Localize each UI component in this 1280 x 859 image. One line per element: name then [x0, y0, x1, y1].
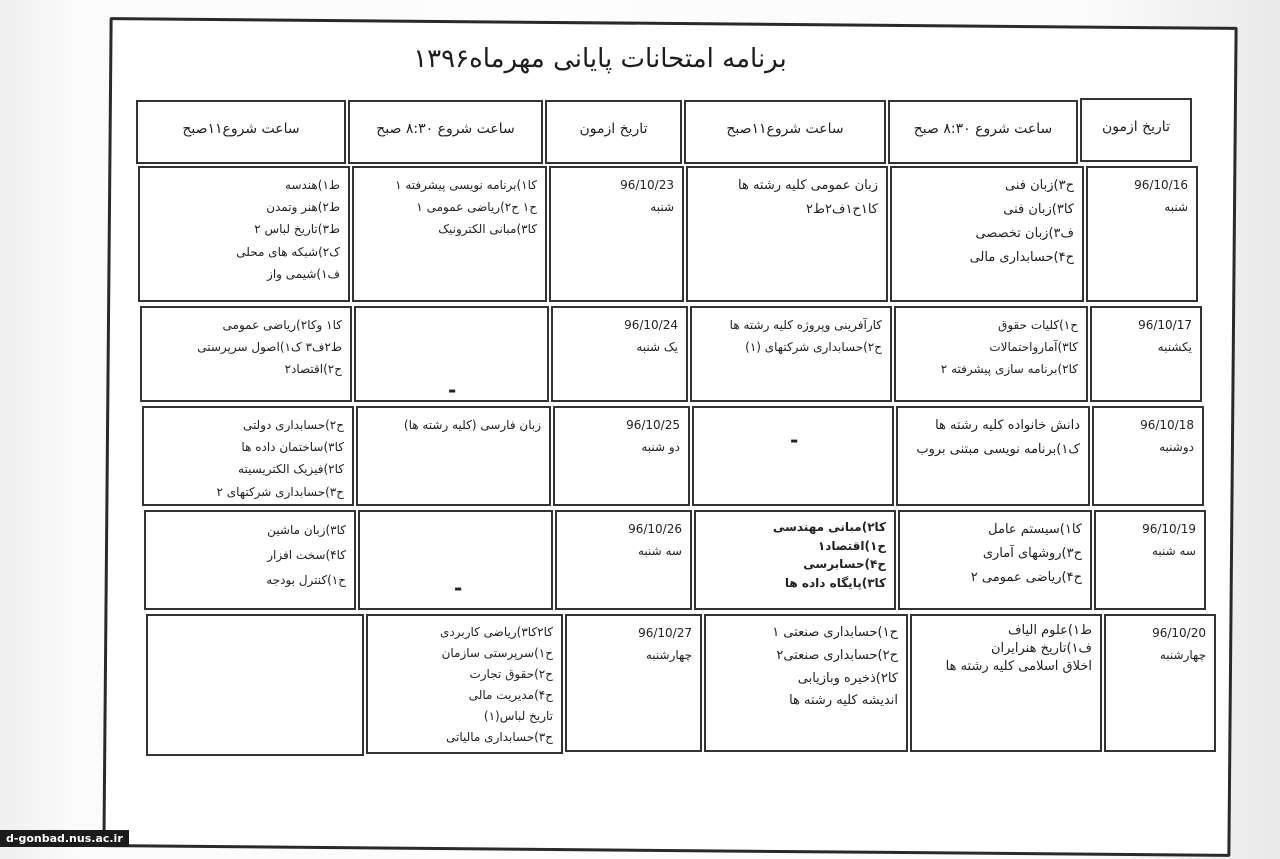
row1-830: ح۳)زبان فنی کا۳)زبان فنی ف۳)زبان تخصصی ح۴)حسابداری مالی: [890, 166, 1084, 302]
row5-date2: 96/10/27 چهارشنبه: [565, 614, 702, 752]
row2-830b: -: [354, 306, 549, 402]
row4-830b: -: [358, 510, 553, 610]
row2-11b: کا۱ وکا۲)ریاضی عمومی ط۲ف۳ ک۱)اصول سرپرستی ح۲)اقتصاد۲: [140, 306, 352, 402]
row4-11b: کا۳)زبان ماشین کا۴)سخت افزار ح۱)کنترل بودجه: [144, 510, 356, 610]
row5-date: 96/10/20 چهارشنبه: [1104, 614, 1216, 752]
header-date-left: تاریخ ازمون: [545, 100, 682, 164]
row3-date2: 96/10/25 دو شنبه: [553, 406, 690, 506]
row4-11: کا۲)مبانی مهندسی ح۱)اقتصاد۱ ح۴)حسابرسی کا۳)پایگاه داده ها: [694, 510, 896, 610]
row1-830b: کا۱)برنامه نویسی پیشرفته ۱ ح۱ ح۲)ریاضی عمومی ۱ کا۳)مبانی الکترونیک: [352, 166, 547, 302]
row1-date: 96/10/16 شنبه: [1086, 166, 1198, 302]
row1-11b: ط۱)هندسه ط۲)هنر وتمدن ط۳)تاریخ لباس ۲ ک۲)شبکه های محلی ف۱)شیمی واز: [138, 166, 350, 302]
row3-830b: زبان فارسی (کلیه رشته ها): [356, 406, 551, 506]
header-date-right: تاریخ ازمون: [1080, 98, 1192, 162]
header-830-right: ساعت شروع ۸:۳۰ صبح: [888, 100, 1078, 164]
row4-date: 96/10/19 سه شنبه: [1094, 510, 1206, 610]
row3-830: دانش خانواده کلیه رشته ها ک۱)برنامه نویسی مبتنی بروب: [896, 406, 1090, 506]
header-11-right: ساعت شروع۱۱صبح: [684, 100, 886, 164]
header-830-left: ساعت شروع ۸:۳۰ صبح: [348, 100, 543, 164]
row3-date: 96/10/18 دوشنبه: [1092, 406, 1204, 506]
row2-date2: 96/10/24 یک شنبه: [551, 306, 688, 402]
row1-date2: 96/10/23 شنبه: [549, 166, 684, 302]
row2-date: 96/10/17 یکشنبه: [1090, 306, 1202, 402]
row2-11: کارآفرینی وپروژه کلیه رشته ها ح۲)حسابداری شرکتهای (۱): [690, 306, 892, 402]
row4-830: کا۱)سیستم عامل ح۳)روشهای آماری ح۴)ریاضی عمومی ۲: [898, 510, 1092, 610]
row5-11b: [146, 614, 364, 756]
row5-11: ح۱)حسابداری صنعتی ۱ ح۲)حسابداری صنعتی۲ کا۲)ذخیره وبازیابی اندیشه کلیه رشته ها: [704, 614, 908, 752]
row3-11b: ح۲)حسابداری دولتی کا۳)ساختمان داده ها کا۲)فیزیک الکتریسیته ح۳)حسابداری شرکتهای ۲: [142, 406, 354, 506]
row3-11: -: [692, 406, 894, 506]
page-title: برنامه امتحانات پایانی مهرماه۱۳۹۶: [413, 44, 787, 74]
header-11-left: ساعت شروع۱۱صبح: [136, 100, 346, 164]
row2-830: ح۱)کلیات حقوق کا۳)آمارواحتمالات کا۲)برنامه سازی پیشرفته ۲: [894, 306, 1088, 402]
site-watermark: d-gonbad.nus.ac.ir: [0, 830, 129, 847]
row1-11: زبان عمومی کلیه رشته ها کا۱ح۱ف۲ط۲: [686, 166, 888, 302]
row5-830b: کا۲کا۳)ریاضی کاربردی ح۱)سرپرستی سازمان ح۲)حقوق تجارت ح۴)مدیریت مالی تاریخ لباس(۱) ح۳)حسابداری مالیاتی: [366, 614, 563, 754]
row5-830: ط۱)علوم الیاف ف۱)تاریخ هنرایران اخلاق اسلامی کلیه رشته ها: [910, 614, 1102, 752]
row4-date2: 96/10/26 سه شنبه: [555, 510, 692, 610]
